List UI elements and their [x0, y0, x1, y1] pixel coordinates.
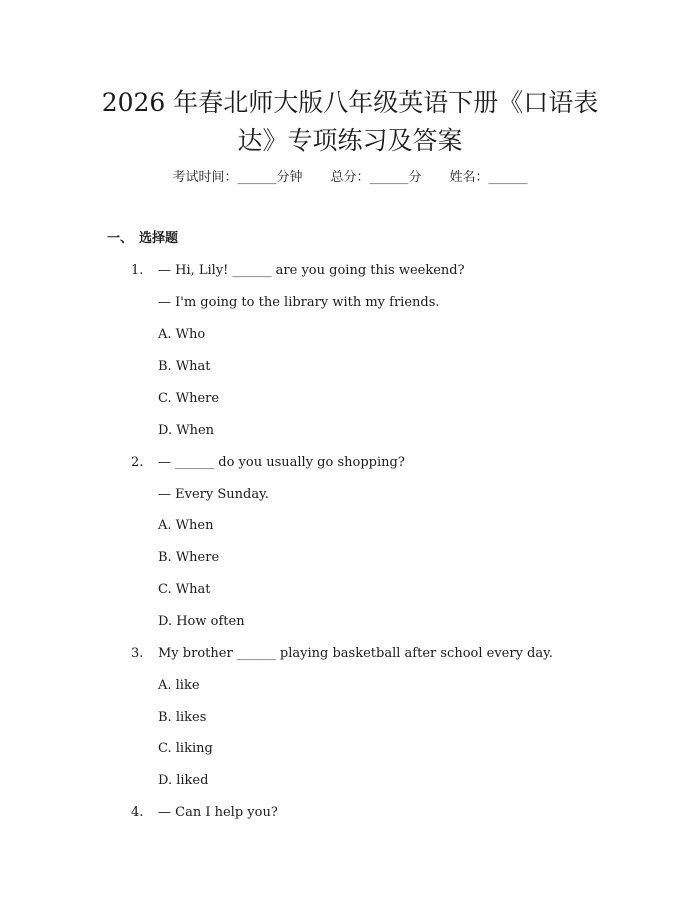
question-2-stem: — ______ do you usually go shopping? [158, 455, 405, 470]
question-3-option-c: C. liking [158, 741, 213, 756]
question-3-number: 3. [131, 646, 144, 661]
question-2-number: 2. [131, 455, 144, 470]
question-3-stem: My brother ______ playing basketball after school every day. [158, 646, 553, 661]
question-1-number: 1. [131, 263, 144, 278]
question-2-option-b: B. Where [158, 550, 220, 565]
section-number: 一、 [107, 231, 134, 246]
page-title-line-1: 2026 年春北师大版八年级英语下册《口语表 [101, 88, 599, 117]
question-2-option-c: C. What [158, 582, 211, 597]
student-name-field: 姓名：______ [449, 170, 528, 185]
question-2-option-a: A. When [158, 518, 214, 533]
question-3-option-d: D. liked [158, 773, 209, 788]
question-2-reply: — Every Sunday. [158, 487, 269, 502]
question-2-option-d: D. How often [158, 614, 245, 629]
page-title-line-2: 达》专项练习及答案 [237, 126, 463, 155]
question-4-number: 4. [131, 805, 144, 820]
question-4-stem: — Can I help you? [158, 805, 278, 820]
total-score-field: 总分：______分 [330, 170, 422, 185]
exam-meta [0, 168, 700, 188]
question-1-option-b: B. What [158, 359, 211, 374]
question-1-option-a: A. Who [158, 327, 206, 342]
question-1-option-c: C. Where [158, 391, 220, 406]
section-title: 选择题 [139, 231, 179, 246]
section-heading [107, 229, 178, 249]
question-1-reply: — I'm going to the library with my friends. [158, 295, 440, 310]
question-1-stem: — Hi, Lily! ______ are you going this weekend? [158, 263, 465, 278]
question-1-option-d: D. When [158, 423, 215, 438]
question-3-option-a: A. like [158, 678, 200, 693]
exam-time-field: 考试时间：______分钟 [172, 170, 303, 185]
question-3-option-b: B. likes [158, 710, 207, 725]
